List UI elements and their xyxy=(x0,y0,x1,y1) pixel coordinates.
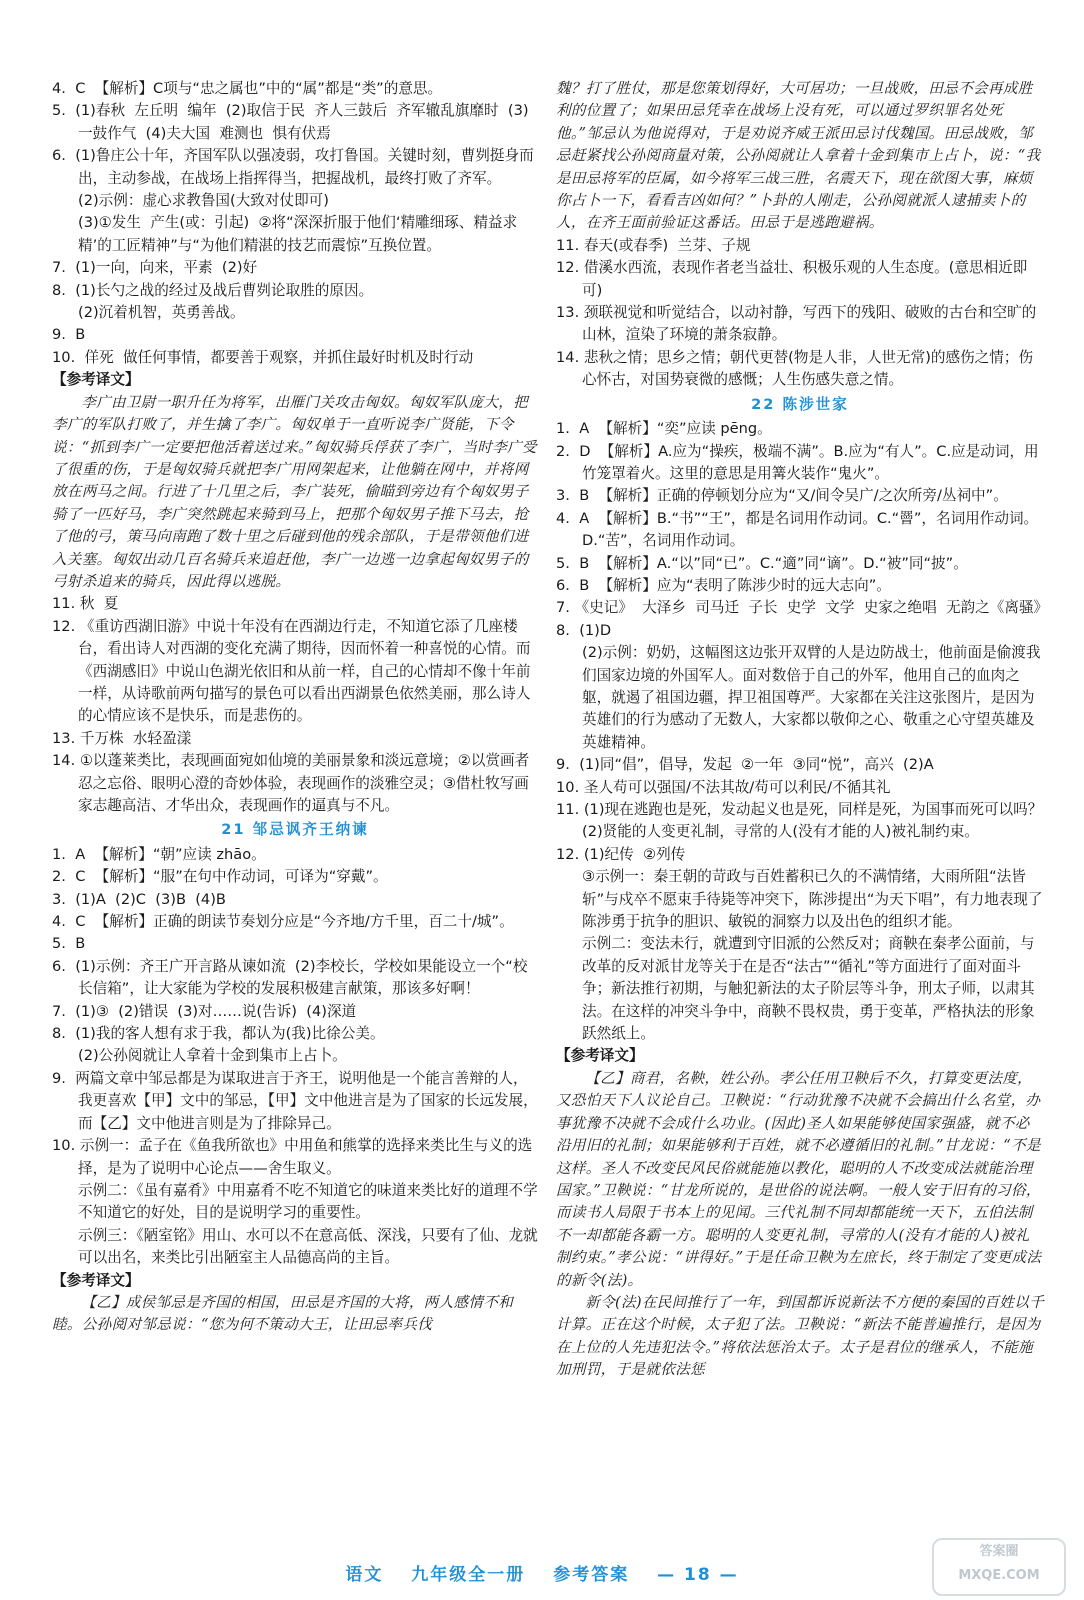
answer-item: 11. 春天(或春季) 兰芽、子规 xyxy=(556,236,751,254)
answer-item: 6. B 【解析】应为“表明了陈涉少时的远大志向”。 xyxy=(556,576,891,594)
answer-item: 1. A 【解析】“朝”应读 zhāo。 xyxy=(52,845,266,863)
answer-item: 5. B 【解析】A.“以”同“已”。C.“適”同“谪”。D.“被”同“披”。 xyxy=(556,554,968,572)
answer-item: 5. B xyxy=(52,935,86,953)
translation-paragraph: 新令(法)在民间推行了一年，到国都诉说新法不方便的秦国的百姓以千计算。正在这个时候，太子犯了法。卫鞅说：“新法不能普遍推行，是因为在上位的人先违犯法令。”将依法惩治太子。太子是君位的继承人，不能施加刑罚，于是就依法惩 xyxy=(556,1293,1044,1379)
answer-continuation: (2)示例：奶奶，这幅图这边张开双臂的人是边防战士，他前面是偷渡我们国家边境的外国军人。面对数倍于自己的外军，他用自己的血肉之躯，就遏了祖国边疆，捍卫祖国尊严。大家都在关注这张图片，是因为英雄们的行为感动了无数人，大家都以敬仰之心、敬重之心守望英雄及英雄精神。 xyxy=(582,644,1041,751)
translation-heading: 【参考译文】 xyxy=(52,371,140,389)
answer-item: 13. 颈联视觉和听觉结合，以动衬静，写西下的残阳、破败的古台和空旷的山林，渲染了环境的萧条寂静。 xyxy=(556,304,1037,344)
footer-page-number: — 18 — xyxy=(657,1565,739,1585)
answer-item: 14. ①以蓬莱类比，表现画面宛如仙境的美丽景象和淡远意境；②以赏画者忍之忘俗、眼明心澄的奇妙体验，表现画作的淡雅空灵；③借杜牧写画家志趣高洁、才华出众，表现画作的逼真与不凡。 xyxy=(52,752,530,814)
answer-item: 10. 圣人苟可以强国/不法其故/苟可以利民/不循其礼 xyxy=(556,778,891,796)
section-heading: 21 邹忌讽齐王纳谏 xyxy=(221,821,369,839)
translation-paragraph: 【乙】成侯邹忌是齐国的相国，田忌是齐国的大将，两人感情不和睦。公孙阅对邹忌说：“您为何不策动大王，让田忌率兵伐 xyxy=(52,1293,514,1334)
answer-item: 7. 《史记》 大泽乡 司马迁 子长 史学 文学 史家之绝唱 无韵之《离骚》 xyxy=(556,599,1049,617)
answer-item: 1. A 【解析】“奕”应读 pēng。 xyxy=(556,420,772,438)
translation-paragraph: 【乙】商君，名鞅，姓公孙。孝公任用卫鞅后不久，打算变更法度，又恐怕天下人议论自己。卫鞅说：“行动犹豫不决就不会搞出什么名堂，办事犹豫不决就不会成什么功业。(因此)圣人如果能够使国家强盛，就不必沿用旧的礼制；如果能够利于百姓，就不必遵循旧的礼制。”甘龙说：“不是这样。圣人不改变民风民俗就能施以教化，聪明的人不改变成法就能治理国家。”卫鞅说：“甘龙所说的，是世俗的说法啊。一般人安于旧有的习俗，而读书人局限于书本上的见闻。三代礼制不同却都能统一天下，五伯法制不一却都能各霸一方。聪明的人变更礼制，寻常的人(没有才能的人)被礼制约束。”孝公说：“讲得好。”于是任命卫鞅为左庶长，终于制定了变更成法的新令(法)。 xyxy=(556,1069,1042,1289)
translation-paragraph: 李广由卫尉一职升任为将军，出雁门关攻击匈奴。匈奴军队庞大，把李广的军队打败了，并生擒了李广。匈奴单于一直听说李广贤能，下令说：“抓到李广一定要把他活着送过来。”匈奴骑兵俘获了李广，当时李广受了很重的伤，于是匈奴骑兵就把李广用网架起来，让他躺在网中，并将网放在两马之间。行进了十几里之后，李广装死，偷瞄到旁边有个匈奴男子骑了一匹好马，李广突然跳起来骑到马上，把那个匈奴男子推下马去，抢了他的弓，策马向南跑了数十里之后碰到他的残余部队，于是带领他们进入关塞。匈奴出动几百名骑兵来追赶他，李广一边逃一边拿起匈奴男子的弓射杀追来的骑兵，因此得以逃脱。 xyxy=(52,393,537,590)
answer-item: 9. (1)同“倡”，倡导，发起 ②一年 ③同“悦”，高兴 (2)A xyxy=(556,756,934,774)
answer-item: 6. (1)示例：齐王广开言路从谏如流 (2)李校长，学校如果能设立一个“校长信箱”，让大家能为学校的发展积极建言献策，那该多好啊！ xyxy=(52,957,528,998)
translation-heading: 【参考译文】 xyxy=(52,1271,140,1289)
answer-item: 4. C 【解析】正确的朗读节奏划分应是“今齐地/方千里，百二十/城”。 xyxy=(52,913,514,931)
footer-label: 参考答案 xyxy=(553,1565,630,1585)
answer-item: 10. 示例一：孟子在《鱼我所欲也》中用鱼和熊掌的选择来类比生与义的选择，是为了说明中心论点——舍生取义。 xyxy=(52,1137,533,1177)
answer-item: 11. 秋 夏 xyxy=(52,595,119,613)
answer-continuation: (3)①发生 产生(或：引起) ②将“深深折服于他们‘精雕细琢、精益求精’的工匠精神”与“为他们精湛的技艺而震惊”互换位置。 xyxy=(78,214,518,254)
section-heading: 22 陈涉世家 xyxy=(751,395,849,413)
answer-item: 2. C 【解析】“服”在句中作动词，可译为“穿戴”。 xyxy=(52,868,388,886)
answer-item: 4. C 【解析】C项与“忠之属也”中的“属”都是“类”的意思。 xyxy=(52,80,443,97)
answer-item: 8. (1)D xyxy=(556,621,612,639)
right-column xyxy=(556,78,1049,1382)
answer-item: 2. D 【解析】A.应为“操疾，极端不满”。B.应为“有人”。C.应是动词，用竹笼罩着火。这里的意思是用篝火装作“鬼火”。 xyxy=(556,442,1039,482)
answer-item: 11. (1)现在逃跑也是死，发动起义也是死，同样是死，为国事而死可以吗？ xyxy=(556,801,1043,818)
answer-item: 7. (1)③ (2)错误 (3)对……说(告诉) (4)深道 xyxy=(52,1002,357,1020)
answer-continuation: ③示例一：秦王朝的苛政与百姓蓄积已久的不满情绪，大雨所阻“法皆斩”与戍卒不愿束手待毙等冲突下，陈涉提出“为天下唱”，有力地表现了陈涉勇于抗争的胆识、敏锐的洞察力以及出色的组织才能。 xyxy=(582,868,1043,931)
answer-item: 14. 悲秋之情；思乡之情；朝代更替(物是人非，人世无常)的感伤之情；伤心怀古，对国势衰微的感慨；人生伤感失意之情。 xyxy=(556,348,1034,389)
answer-item: 4. A 【解析】B.“书”“王”，都是名词用作动词。C.“罾”，名词用作动词。D.“苦”，名词用作动词。 xyxy=(556,509,1039,550)
answer-continuation: 示例二：《虽有嘉肴》中用嘉肴不吃不知道它的味道来类比好的道理不学不知道它的好处，目的是说明学习的重要性。 xyxy=(78,1181,538,1222)
answer-item: 8. (1)长勺之战的经过及战后曹刿论取胜的原因。 xyxy=(52,281,374,299)
answer-continuation: (2)公孙阅就让人拿着十金到集市上占卜。 xyxy=(78,1047,347,1065)
answer-item: 12. 借溪水西流，表现作者老当益壮、积极乐观的人生态度。(意思相近即可) xyxy=(556,259,1028,299)
watermark-bottom: MXQE.COM xyxy=(958,1568,1040,1583)
answer-continuation: (2)沉着机智，英勇善战。 xyxy=(78,304,245,322)
answer-item: 5. (1)春秋 左丘明 编年 (2)取信于民 齐人三鼓后 齐军辙乱旗靡时 (3)一鼓作气 (4)夫大国 难测也 惧有伏焉 xyxy=(52,102,529,142)
watermark-logo xyxy=(932,1538,1066,1596)
answer-item: 9. 两篇文章中邹忌都是为谋取进言于齐王，说明他是一个能言善辩的人，我更喜欢【甲】文中的邹忌，【甲】文中他进言是为了国家的长远发展，而【乙】文中他进言则是为了排除异己。 xyxy=(52,1069,538,1132)
answer-continuation: (2)贤能的人变更礼制，寻常的人(没有才能的人)被礼制约束。 xyxy=(582,823,979,841)
answer-continuation: (2)示例：虚心求教鲁国(大致对仗即可) xyxy=(78,192,329,210)
answer-item: 12. 《重访西湖旧游》中说十年没有在西湖边行走，不知道它添了几座楼台，看出诗人对西湖的变化充满了期待，因而怀着一种喜悦的心情。而《西湖感旧》中说山色湖光依旧和从前一样，自己的心情却不像十年前一样，从诗歌前两句描写的景色可以看出西湖景色依然美丽，那么诗人的心情应该不是快乐，而是悲伤的。 xyxy=(52,617,531,725)
watermark-top: 答案圈 xyxy=(979,1544,1019,1559)
footer-grade: 九年级全一册 xyxy=(411,1565,526,1585)
answer-continuation: 示例二：变法未行，就遭到守旧派的公然反对；商鞅在秦孝公面前，与改革的反对派甘龙等关于在是否“法古”“循礼”等方面进行了面对面斗争；新法推行初期，与触犯新法的太子阶层等斗争，刑太子师，以肃其法。在这样的冲突斗争中，商鞅不畏权贵，勇于变革，严格执法的形象跃然纸上。 xyxy=(582,935,1035,1043)
answer-item: 8. (1)我的客人想有求于我，都认为(我)比徐公美。 xyxy=(52,1025,385,1043)
answer-continuation: 示例三：《陋室铭》用山、水可以不在意高低、深浅，只要有了仙、龙就可以出名，来类比引出陋室主人品德高尚的主旨。 xyxy=(78,1226,538,1267)
answer-item: 7. (1)一向，向来，平素 (2)好 xyxy=(52,259,258,277)
left-column xyxy=(52,78,538,1337)
answer-item: 10. 佯死 做任何事情，都要善于观察，并抓住最好时机及时行动 xyxy=(52,348,474,366)
answer-item: 6. (1)鲁庄公十年，齐国军队以强凌弱，攻打鲁国。关键时刻，曹刿挺身而出，主动参战，在战场上指挥得当，把握战机，最终打败了齐军。 xyxy=(52,147,534,187)
footer-subject: 语文 xyxy=(345,1565,384,1585)
translation-paragraph: 魏？打了胜仗，那是您策划得好，大可居功；一旦战败，田忌不会再成胜利的位置了；如果田忌凭幸在战场上没有死，可以通过罗织罪名处死他。”邹忌认为他说得对，于是劝说齐威王派田忌讨伐魏国。田忌战败，邹忌赶紧找公孙阅商量对策，公孙阅就让人拿着十金到集市上占卜，说：“我是田忌将军的臣属，如今将军三战三胜，名震天下，现在欲图大事，麻烦你占卜一下，看看吉凶如何？”卜卦的人刚走，公孙阅就派人逮捕卖卜的人，在齐王面前验证这番话。田忌于是逃跑避祸。 xyxy=(556,80,1041,232)
answer-item: 3. B 【解析】正确的停顿划分应为“又/间令吴广/之次所旁/丛祠中”。 xyxy=(556,487,1008,505)
answer-item: 9. B xyxy=(52,326,86,344)
answer-item: 3. (1)A (2)C (3)B (4)B xyxy=(52,890,226,908)
translation-heading: 【参考译文】 xyxy=(556,1047,644,1065)
page-footer xyxy=(0,1560,1084,1585)
answer-item: 12. (1)纪传 ②列传 xyxy=(556,845,686,863)
answer-item: 13. 千万株 水轻盈漾 xyxy=(52,729,192,747)
